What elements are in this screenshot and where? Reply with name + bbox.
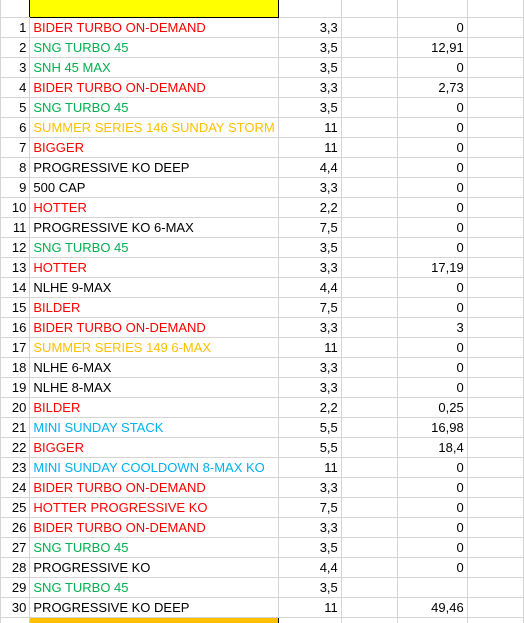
empty-cell[interactable]	[467, 78, 523, 98]
empty-cell[interactable]	[341, 398, 397, 418]
tournament-name-cell[interactable]: SNG TURBO 45	[30, 538, 278, 558]
table-row	[1, 138, 524, 158]
header-cell-highlighted[interactable]	[30, 0, 278, 18]
empty-cell[interactable]	[467, 338, 523, 358]
empty-cell[interactable]	[467, 558, 523, 578]
header-cell-tail[interactable]	[467, 0, 523, 18]
buyin-cell[interactable]: 2,2	[278, 398, 341, 418]
empty-cell[interactable]	[467, 138, 523, 158]
row-index-cell[interactable]: 20	[1, 398, 30, 418]
winnings-cell[interactable]: 12,91	[398, 38, 468, 58]
winnings-cell[interactable]: 0,25	[398, 398, 468, 418]
empty-cell[interactable]	[341, 418, 397, 438]
tournament-name-cell[interactable]: HOTTER PROGRESSIVE KO	[30, 498, 278, 518]
table-row	[1, 118, 524, 138]
tournament-name-cell[interactable]: PROGRESSIVE KO DEEP	[30, 158, 278, 178]
row-index-cell[interactable]: 18	[1, 358, 30, 378]
winnings-cell[interactable]: 0	[398, 178, 468, 198]
row-index-cell[interactable]: 13	[1, 258, 30, 278]
footer-cell[interactable]	[341, 618, 397, 623]
empty-cell[interactable]	[341, 538, 397, 558]
winnings-cell[interactable]: 0	[398, 338, 468, 358]
empty-cell[interactable]	[341, 78, 397, 98]
table-row	[1, 258, 524, 278]
winnings-cell[interactable]: 0	[398, 58, 468, 78]
buyin-cell[interactable]: 3,3	[278, 358, 341, 378]
table-row	[1, 238, 524, 258]
buyin-cell[interactable]: 4,4	[278, 278, 341, 298]
row-index-cell[interactable]: 15	[1, 298, 30, 318]
empty-cell[interactable]	[467, 218, 523, 238]
buyin-cell[interactable]: 3,3	[278, 258, 341, 278]
footer-cell-highlighted[interactable]	[30, 618, 278, 623]
empty-cell[interactable]	[467, 258, 523, 278]
empty-cell[interactable]	[341, 458, 397, 478]
empty-cell[interactable]	[467, 158, 523, 178]
row-index-cell[interactable]: 17	[1, 338, 30, 358]
empty-cell[interactable]	[467, 598, 523, 618]
tournament-name-cell[interactable]: BIDER TURBO ON-DEMAND	[30, 18, 278, 38]
table-row	[1, 158, 524, 178]
tournament-name-cell[interactable]: PROGRESSIVE KO 6-MAX	[30, 218, 278, 238]
row-index-cell[interactable]: 4	[1, 78, 30, 98]
empty-cell[interactable]	[341, 58, 397, 78]
table-row	[1, 578, 524, 598]
row-index-cell[interactable]: 6	[1, 118, 30, 138]
row-index-cell[interactable]: 5	[1, 98, 30, 118]
empty-cell[interactable]	[467, 318, 523, 338]
footer-cell[interactable]	[1, 618, 30, 623]
buyin-cell[interactable]: 3,3	[278, 378, 341, 398]
tournament-name-cell[interactable]: BILDER	[30, 298, 278, 318]
empty-cell[interactable]	[467, 58, 523, 78]
empty-cell[interactable]	[341, 318, 397, 338]
winnings-cell[interactable]: 0	[398, 158, 468, 178]
row-index-cell[interactable]: 3	[1, 58, 30, 78]
tournament-name-cell[interactable]: BIDER TURBO ON-DEMAND	[30, 318, 278, 338]
table-row	[1, 438, 524, 458]
winnings-cell[interactable]: 0	[398, 538, 468, 558]
winnings-cell[interactable]: 0	[398, 198, 468, 218]
buyin-cell[interactable]: 3,3	[278, 18, 341, 38]
buyin-cell[interactable]: 7,5	[278, 298, 341, 318]
tournament-name-cell[interactable]: NLHE 6-MAX	[30, 358, 278, 378]
table-row	[1, 278, 524, 298]
header-cell-buyin[interactable]	[278, 0, 341, 18]
winnings-cell[interactable]: 0	[398, 238, 468, 258]
winnings-cell[interactable]: 0	[398, 278, 468, 298]
empty-cell[interactable]	[341, 178, 397, 198]
tournament-name-cell[interactable]: PROGRESSIVE KO	[30, 558, 278, 578]
buyin-cell[interactable]: 11	[278, 338, 341, 358]
header-cell-won[interactable]	[398, 0, 468, 18]
header-cell-empty[interactable]	[341, 0, 397, 18]
table-row	[1, 58, 524, 78]
tournament-name-cell[interactable]: BIDER TURBO ON-DEMAND	[30, 78, 278, 98]
tournament-name-cell[interactable]: SNG TURBO 45	[30, 98, 278, 118]
table-row	[1, 178, 524, 198]
footer-row	[1, 618, 524, 623]
footer-cell[interactable]	[398, 618, 468, 623]
winnings-cell[interactable]: 0	[398, 18, 468, 38]
buyin-cell[interactable]: 11	[278, 138, 341, 158]
winnings-cell[interactable]: 0	[398, 118, 468, 138]
row-index-cell[interactable]: 22	[1, 438, 30, 458]
row-index-cell[interactable]: 26	[1, 518, 30, 538]
empty-cell[interactable]	[341, 438, 397, 458]
empty-cell[interactable]	[341, 158, 397, 178]
winnings-cell[interactable]: 3	[398, 318, 468, 338]
row-index-cell[interactable]: 1	[1, 18, 30, 38]
row-index-cell[interactable]: 25	[1, 498, 30, 518]
empty-cell[interactable]	[341, 378, 397, 398]
buyin-cell[interactable]: 3,3	[278, 518, 341, 538]
empty-cell[interactable]	[467, 18, 523, 38]
empty-cell[interactable]	[467, 378, 523, 398]
buyin-cell[interactable]: 3,5	[278, 98, 341, 118]
buyin-cell[interactable]: 11	[278, 458, 341, 478]
empty-cell[interactable]	[467, 518, 523, 538]
winnings-cell[interactable]: 0	[398, 378, 468, 398]
grid-body	[1, 0, 524, 623]
empty-cell[interactable]	[467, 358, 523, 378]
empty-cell[interactable]	[467, 398, 523, 418]
winnings-cell[interactable]: 0	[398, 558, 468, 578]
table-row	[1, 358, 524, 378]
winnings-cell[interactable]: 49,46	[398, 598, 468, 618]
empty-cell[interactable]	[341, 98, 397, 118]
tournament-name-cell[interactable]: SUMMER SERIES 146 SUNDAY STORM	[30, 118, 278, 138]
winnings-cell[interactable]: 0	[398, 358, 468, 378]
table-row	[1, 98, 524, 118]
tournament-name-cell[interactable]: SNH 45 MAX	[30, 58, 278, 78]
table-row	[1, 558, 524, 578]
tournament-name-cell[interactable]: BIGGER	[30, 138, 278, 158]
row-index-cell[interactable]: 8	[1, 158, 30, 178]
tournament-name-cell[interactable]: SNG TURBO 45	[30, 578, 278, 598]
footer-cell[interactable]	[278, 618, 341, 623]
tournament-name-cell[interactable]: BIDER TURBO ON-DEMAND	[30, 518, 278, 538]
winnings-cell[interactable]: 17,19	[398, 258, 468, 278]
table-row	[1, 498, 524, 518]
row-index-cell[interactable]: 14	[1, 278, 30, 298]
empty-cell[interactable]	[341, 558, 397, 578]
empty-cell[interactable]	[467, 478, 523, 498]
table-row	[1, 458, 524, 478]
table-row	[1, 418, 524, 438]
row-index-cell[interactable]: 30	[1, 598, 30, 618]
winnings-cell[interactable]	[398, 578, 468, 598]
buyin-cell[interactable]: 5,5	[278, 438, 341, 458]
winnings-cell[interactable]: 0	[398, 478, 468, 498]
winnings-cell[interactable]: 0	[398, 98, 468, 118]
buyin-cell[interactable]: 2,2	[278, 198, 341, 218]
empty-cell[interactable]	[341, 278, 397, 298]
row-index-cell[interactable]: 9	[1, 178, 30, 198]
table-row	[1, 78, 524, 98]
empty-cell[interactable]	[467, 458, 523, 478]
table-row	[1, 518, 524, 538]
row-index-cell[interactable]: 19	[1, 378, 30, 398]
empty-cell[interactable]	[467, 118, 523, 138]
buyin-cell[interactable]: 4,4	[278, 158, 341, 178]
header-row	[1, 0, 524, 18]
table-row	[1, 218, 524, 238]
buyin-cell[interactable]: 3,5	[278, 58, 341, 78]
empty-cell[interactable]	[467, 498, 523, 518]
winnings-cell[interactable]: 0	[398, 518, 468, 538]
tournament-name-cell[interactable]: SNG TURBO 45	[30, 38, 278, 58]
buyin-cell[interactable]: 3,5	[278, 238, 341, 258]
winnings-cell[interactable]: 16,98	[398, 418, 468, 438]
empty-cell[interactable]	[341, 18, 397, 38]
tournament-name-cell[interactable]: SUMMER SERIES 149 6-MAX	[30, 338, 278, 358]
buyin-cell[interactable]: 3,5	[278, 538, 341, 558]
table-row	[1, 18, 524, 38]
table-row	[1, 298, 524, 318]
table-row	[1, 338, 524, 358]
table-row	[1, 598, 524, 618]
empty-cell[interactable]	[341, 258, 397, 278]
tournament-name-cell[interactable]: NLHE 9-MAX	[30, 278, 278, 298]
buyin-cell[interactable]: 3,5	[278, 578, 341, 598]
empty-cell[interactable]	[467, 578, 523, 598]
tournament-name-cell[interactable]: SNG TURBO 45	[30, 238, 278, 258]
empty-cell[interactable]	[341, 298, 397, 318]
empty-cell[interactable]	[341, 198, 397, 218]
buyin-cell[interactable]: 11	[278, 598, 341, 618]
buyin-cell[interactable]: 3,3	[278, 478, 341, 498]
winnings-cell[interactable]: 18,4	[398, 438, 468, 458]
empty-cell[interactable]	[467, 38, 523, 58]
tournament-name-cell[interactable]: BIDER TURBO ON-DEMAND	[30, 478, 278, 498]
empty-cell[interactable]	[341, 138, 397, 158]
empty-cell[interactable]	[467, 198, 523, 218]
tournament-name-cell[interactable]: HOTTER	[30, 258, 278, 278]
empty-cell[interactable]	[467, 238, 523, 258]
empty-cell[interactable]	[341, 358, 397, 378]
buyin-cell[interactable]: 3,3	[278, 178, 341, 198]
winnings-cell[interactable]: 0	[398, 138, 468, 158]
tournament-name-cell[interactable]: MINI SUNDAY COOLDOWN 8-MAX KO	[30, 458, 278, 478]
row-index-cell[interactable]: 11	[1, 218, 30, 238]
row-index-cell[interactable]: 12	[1, 238, 30, 258]
row-index-cell[interactable]: 29	[1, 578, 30, 598]
row-index-cell[interactable]: 2	[1, 38, 30, 58]
buyin-cell[interactable]: 3,3	[278, 318, 341, 338]
empty-cell[interactable]	[341, 598, 397, 618]
table-row	[1, 478, 524, 498]
empty-cell[interactable]	[467, 298, 523, 318]
table-row	[1, 378, 524, 398]
empty-cell[interactable]	[341, 578, 397, 598]
table-row	[1, 38, 524, 58]
row-index-cell[interactable]: 24	[1, 478, 30, 498]
winnings-cell[interactable]: 0	[398, 218, 468, 238]
winnings-cell[interactable]: 2,73	[398, 78, 468, 98]
tournament-name-cell[interactable]: 500 CAP	[30, 178, 278, 198]
empty-cell[interactable]	[341, 38, 397, 58]
empty-cell[interactable]	[341, 218, 397, 238]
empty-cell[interactable]	[467, 178, 523, 198]
tournament-name-cell[interactable]: BIGGER	[30, 438, 278, 458]
buyin-cell[interactable]: 7,5	[278, 498, 341, 518]
buyin-cell[interactable]: 5,5	[278, 418, 341, 438]
tournament-name-cell[interactable]: BILDER	[30, 398, 278, 418]
empty-cell[interactable]	[467, 98, 523, 118]
winnings-cell[interactable]: 0	[398, 498, 468, 518]
buyin-cell[interactable]: 11	[278, 118, 341, 138]
table-row	[1, 538, 524, 558]
buyin-cell[interactable]: 3,5	[278, 38, 341, 58]
row-index-cell[interactable]: 23	[1, 458, 30, 478]
empty-cell[interactable]	[341, 518, 397, 538]
row-index-cell[interactable]: 28	[1, 558, 30, 578]
empty-cell[interactable]	[341, 118, 397, 138]
buyin-cell[interactable]: 4,4	[278, 558, 341, 578]
table-row	[1, 398, 524, 418]
tournament-name-cell[interactable]: MINI SUNDAY STACK	[30, 418, 278, 438]
empty-cell[interactable]	[467, 418, 523, 438]
row-index-cell[interactable]: 21	[1, 418, 30, 438]
empty-cell[interactable]	[467, 278, 523, 298]
header-cell-index[interactable]	[1, 0, 30, 18]
empty-cell[interactable]	[467, 438, 523, 458]
table-row	[1, 198, 524, 218]
row-index-cell[interactable]: 16	[1, 318, 30, 338]
empty-cell[interactable]	[467, 538, 523, 558]
row-index-cell[interactable]: 7	[1, 138, 30, 158]
winnings-cell[interactable]: 0	[398, 298, 468, 318]
buyin-cell[interactable]: 3,3	[278, 78, 341, 98]
row-index-cell[interactable]: 27	[1, 538, 30, 558]
tournament-name-cell[interactable]: HOTTER	[30, 198, 278, 218]
empty-cell[interactable]	[341, 238, 397, 258]
winnings-cell[interactable]: 0	[398, 458, 468, 478]
table-row	[1, 318, 524, 338]
tournament-name-cell[interactable]: PROGRESSIVE KO DEEP	[30, 598, 278, 618]
empty-cell[interactable]	[341, 498, 397, 518]
row-index-cell[interactable]: 10	[1, 198, 30, 218]
empty-cell[interactable]	[341, 338, 397, 358]
footer-cell[interactable]	[467, 618, 523, 623]
buyin-cell[interactable]: 7,5	[278, 218, 341, 238]
tournament-name-cell[interactable]: NLHE 8-MAX	[30, 378, 278, 398]
empty-cell[interactable]	[341, 478, 397, 498]
